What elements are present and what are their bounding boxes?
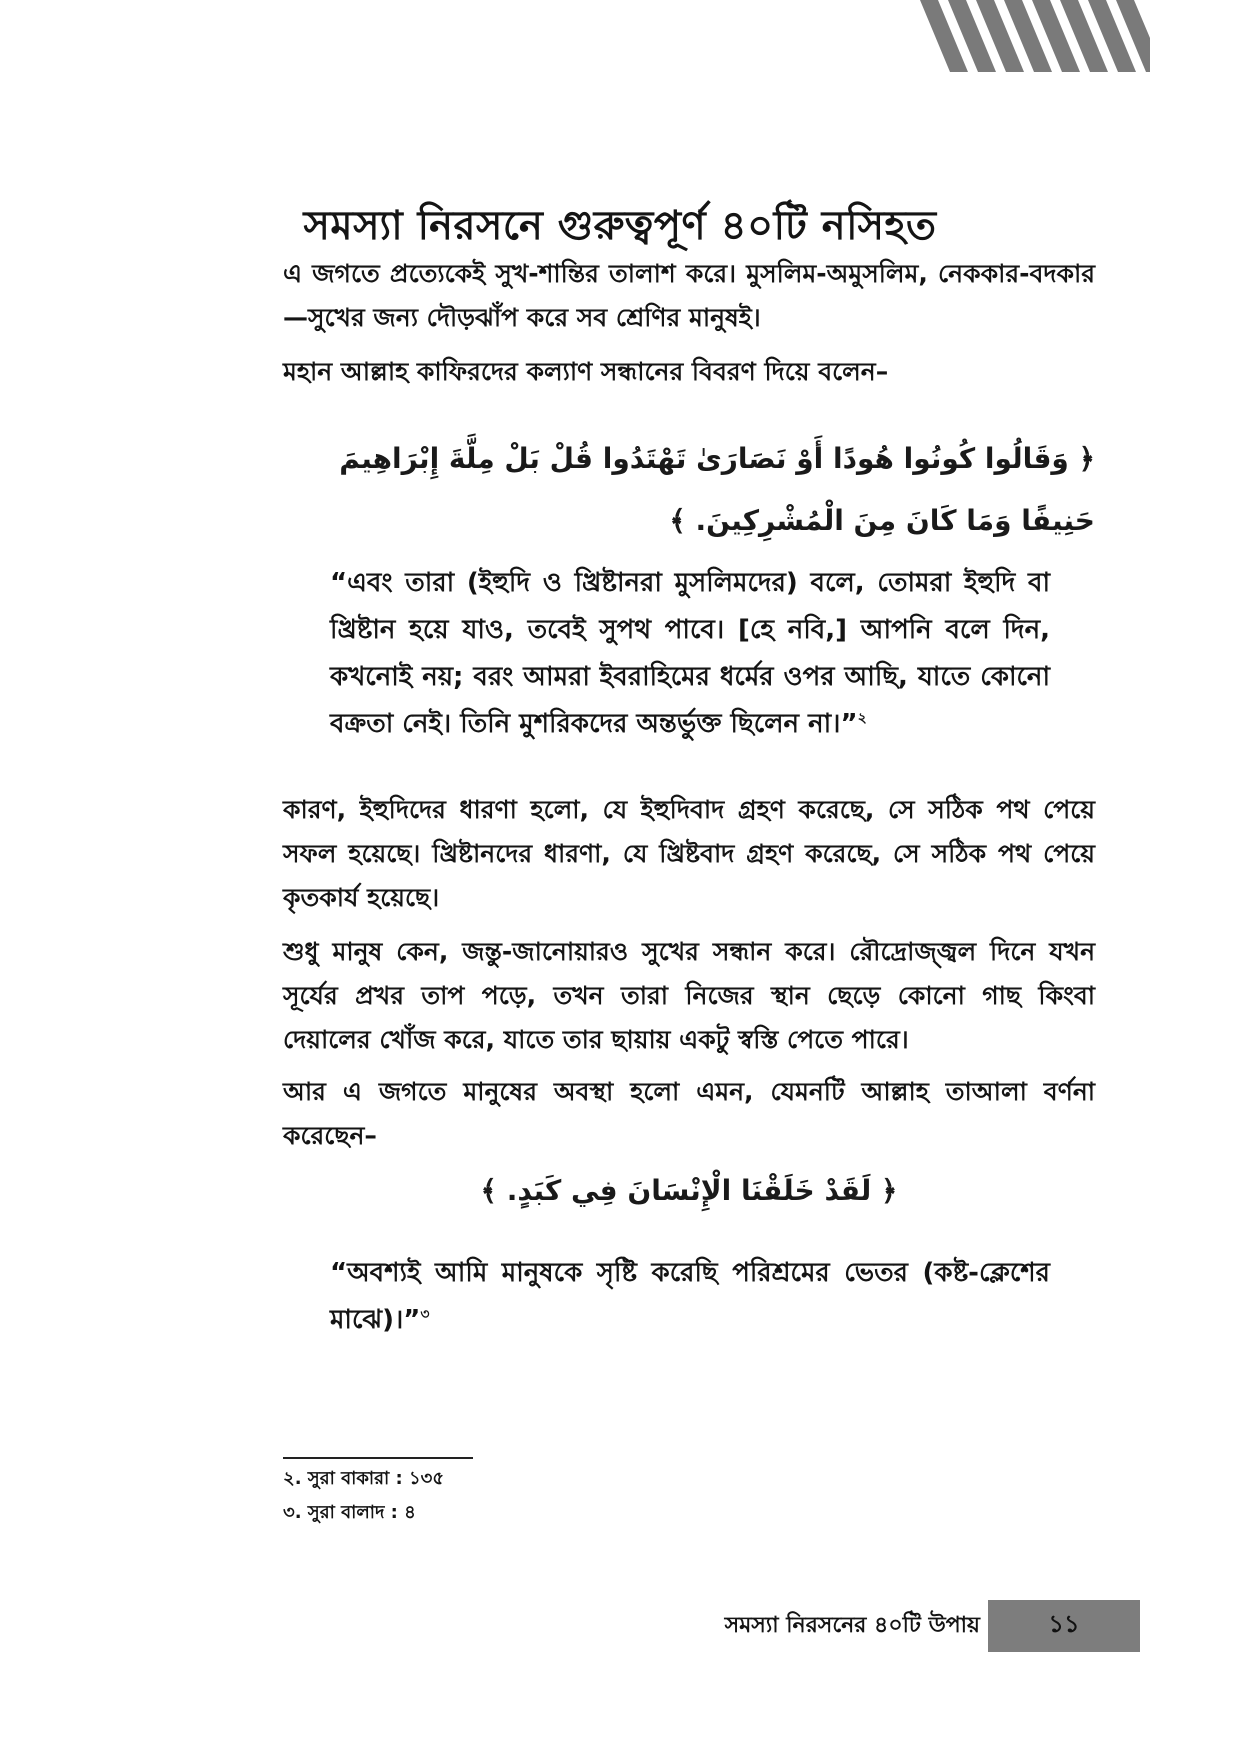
corner-stripes-decoration [920, 0, 1150, 72]
footnote-item: ২. সুরা বাকারা : ১৩৫ [283, 1468, 445, 1489]
paragraph-allah-says: মহান আল্লাহ কাফিরদের কল্যাণ সন্ধানের বিবরণ দিয়ে বলেন– [283, 357, 889, 386]
footnote-ref: ৩ [420, 1306, 430, 1323]
footnote-ref: ২ [857, 710, 867, 727]
quote-text: “অবশ্যই আমি মানুষকে সৃষ্টি করেছি পরিশ্রমের ভেতর (কষ্ট-ক্লেশের মাঝে)।” [330, 1258, 1050, 1335]
page-number-text: ১১ [1048, 1610, 1080, 1638]
running-footer-title: সমস্যা নিরসনের ৪০টি উপায় [724, 1613, 980, 1638]
paragraph-intro: এ জগতে প্রত্যেকেই সুখ-শান্তির তালাশ করে। মুসলিম-অমুসলিম, নেককার-বদকার—সুখের জন্য দৌড়ঝাঁপ করে সব শ্রেণির মানুষই। [283, 259, 1095, 332]
arabic-verse-baqarah: ﴿ وَقَالُوا كُونُوا هُودًا أَوْ نَصَارَىٰ تَهْتَدُوا قُلْ بَلْ مِلَّةَ إِبْرَاهِيمَ حَنِيفًا وَمَا كَانَ مِنَ الْمُشْرِكِينَ. ﴾ [339, 442, 1095, 537]
quote-translation-balad [330, 1250, 1050, 1344]
arabic-verse-balad: ﴿ لَقَدْ خَلَقْنَا الْإِنْسَانَ فِي كَبَدٍ. ﴾ [480, 1174, 898, 1207]
footnote-divider [283, 1457, 473, 1459]
footnotes-list [283, 1462, 444, 1530]
footnote-item: ৩. সুরা বালাদ : ৪ [283, 1502, 416, 1523]
page-title: সমস্যা নিরসনে গুরুত্বপূর্ণ ৪০টি নসিহত [303, 203, 937, 249]
paragraph-human-condition: আর এ জগতে মানুষের অবস্থা হলো এমন, যেমনটি আল্লাহ তাআলা বর্ণনা করেছেন– [283, 1077, 1095, 1150]
quote-text: “এবং তারা (ইহুদি ও খ্রিষ্টানরা মুসলিমদের) বলে, তোমরা ইহুদি বা খ্রিষ্টান হয়ে যাও, তবেই সুপথ পাবে। [হে নবি,] আপনি বলে দিন, কখনোই নয়; বরং আমরা ইবরাহিমের ধর্মের ওপর আছি, যাতে কোনো বক্রতা নেই। তিনি মুশরিকদের অন্তর্ভুক্ত ছিলেন না।” [330, 568, 1050, 739]
page-number [988, 1600, 1140, 1652]
paragraph-reason: কারণ, ইহুদিদের ধারণা হলো, যে ইহুদিবাদ গ্রহণ করেছে, সে সঠিক পথ পেয়ে সফল হয়েছে। খ্রিষ্টানদের ধারণা, যে খ্রিষ্টবাদ গ্রহণ করেছে, সে সঠিক পথ পেয়ে কৃতকার্য হয়েছে। [283, 795, 1095, 912]
paragraph-animals: শুধু মানুষ কেন, জন্তু-জানোয়ারও সুখের সন্ধান করে। রৌদ্রোজ্জ্বল দিনে যখন সূর্যের প্রখর তাপ পড়ে, তখন তারা নিজের স্থান ছেড়ে কোনো গাছ কিংবা দেয়ালের খোঁজ করে, যাতে তার ছায়ায় একটু স্বস্তি পেতে পারে। [283, 937, 1095, 1054]
quote-translation-baqarah [330, 560, 1050, 748]
